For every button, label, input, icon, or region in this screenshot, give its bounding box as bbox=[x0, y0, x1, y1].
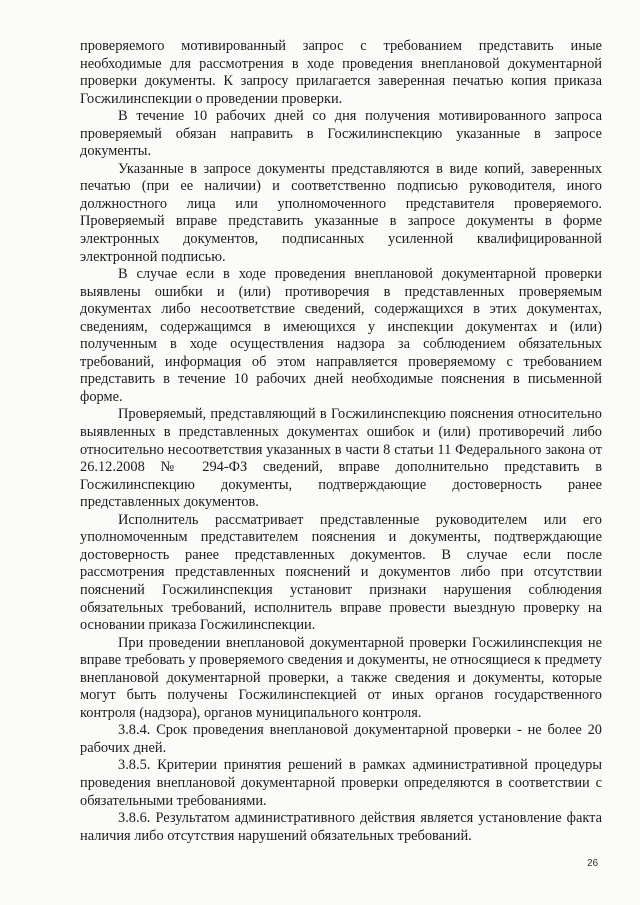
paragraph-8: 3.8.4. Срок проведения внеплановой документарной проверки - не более 20 рабочих дней. bbox=[80, 722, 602, 756]
page-number: 26 bbox=[587, 858, 599, 869]
paragraph-7: При проведении внеплановой документарной проверки Госжилинспекция не вправе требовать у проверяемого сведения и документы, не относящиеся к предмету внеплановой документарной проверки, а также сведения и документы, которые могут быть получены Госжилинспекцией от иных органов государственного контроля (надзора), органов муниципального контроля. bbox=[80, 634, 602, 721]
paragraph-4: В случае если в ходе проведения внеплановой документарной проверки выявлены ошибки и (или) противоречия в представленных проверяемым документах либо несоответствие сведений, содержащихся в этих документах, сведениям, содержащимся в имеющихся у инспекции документах и (или) полученным в ходе осуществления надзора за соблюдением обязательных требований, информация об этом направляется проверяемому с требованием представить в течение 10 рабочих дней необходимые пояснения в письменной форме. bbox=[80, 266, 602, 405]
paragraph-3: Указанные в запросе документы представляются в виде копий, заверенных печатью (при ее наличии) и соответственно подписью руководителя, иного должностного лица или уполномоченного представителя проверяемого. Проверяемый вправе представить указанные в запросе документы в форме электронных документов, подписанных усиленной квалифицированной электронной подписью. bbox=[80, 160, 602, 265]
paragraph-10: 3.8.6. Результатом административного действия является установление факта наличия либо отсутствия нарушений обязательных требований. bbox=[80, 810, 602, 844]
document-body bbox=[80, 38, 602, 845]
paragraph-5: Проверяемый, представляющий в Госжилинспекцию пояснения относительно выявленных в представленных документах ошибок и (или) противоречий либо относительно несоответствия указанных в части 8 статьи 11 Федерального закона от 26.12.2008 № 294-ФЗ сведений, вправе дополнительно представить в Госжилинспекцию документы, подтверждающие достоверность ранее представленных документов. bbox=[80, 406, 602, 511]
paragraph-1: проверяемого мотивированный запрос с требованием представить иные необходимые для рассмотрения в ходе проведения внеплановой документарной проверки документы. К запросу прилагается заверенная печатью копия приказа Госжилинспекции о проведении проверки. bbox=[80, 38, 602, 107]
paragraph-2: В течение 10 рабочих дней со дня получения мотивированного запроса проверяемый обязан направить в Госжилинспекцию указанные в запросе документы. bbox=[80, 108, 602, 160]
paragraph-6: Исполнитель рассматривает представленные руководителем или его уполномоченным представителем пояснения и документы, подтверждающие достоверность ранее представленных документов. В случае если после рассмотрения представленных пояснений и документов либо при отсутствии пояснений Госжилинспекция установит признаки нарушения соблюдения обязательных требований, исполнитель вправе провести выездную проверку на основании приказа Госжилинспекции. bbox=[80, 511, 602, 634]
paragraph-9: 3.8.5. Критерии принятия решений в рамках административной процедуры проведения внеплановой документарной проверки определяются в соответствии с обязательными требованиями. bbox=[80, 757, 602, 809]
